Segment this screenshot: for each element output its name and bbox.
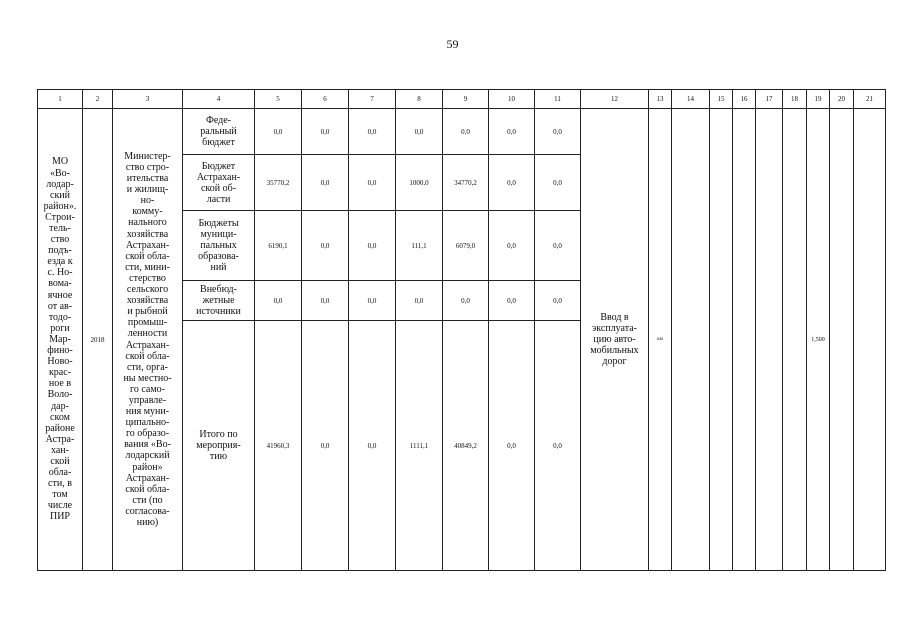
header-cell: 3: [113, 90, 183, 109]
header-cell: 13: [649, 90, 672, 109]
empty-cell: [854, 109, 886, 571]
value-cell: 0,0: [489, 321, 535, 571]
header-cell: 18: [783, 90, 807, 109]
value-cell: 0,0: [255, 109, 302, 155]
header-cell: 7: [349, 90, 396, 109]
header-cell: 11: [535, 90, 581, 109]
value-cell: 0,0: [489, 109, 535, 155]
funding-source-total: Итого по мероприя- тию: [183, 321, 255, 571]
header-row: [38, 90, 886, 109]
value-cell: 34770,2: [443, 155, 489, 211]
funding-source: Феде- ральный бюджет: [183, 109, 255, 155]
value-cell: 0,0: [489, 281, 535, 321]
unit-cell: км: [649, 109, 672, 571]
value-cell: 6190,1: [255, 211, 302, 281]
value-cell: 0,0: [302, 321, 349, 571]
empty-cell: [710, 109, 733, 571]
value-cell: 0,0: [535, 281, 581, 321]
project-name: МО «Во- лодар- ский район». Строи- тель- ство подъ- езда к с. Но- вома- ячное от ав- тодо- роги Мар- фино- Ново- крас- ное в Воло- дар- ском районе Астра- хан- ской обла- сти, в том числе ПИР: [38, 109, 83, 571]
value-cell: 0,0: [349, 155, 396, 211]
empty-cell: [783, 109, 807, 571]
page-number: 59: [446, 37, 459, 51]
value-cell: 0,0: [535, 155, 581, 211]
funding-source: Бюджеты муници- пальных образова- ний: [183, 211, 255, 281]
value-cell: 0,0: [349, 109, 396, 155]
indicator-value: 1,500: [807, 109, 830, 571]
header-cell: 14: [672, 90, 710, 109]
value-cell: 0,0: [535, 321, 581, 571]
program-table: [37, 89, 886, 571]
project-year: 2018: [83, 109, 113, 571]
executor-text: Министер- ство стро- ительства и жилищ- но- комму- нального хозяйства Астрахан- ской обла- сти, мини- стерство сельского хозяйства и рыбной промыш- ленности Астрахан- ской обла- сти, орга- ны местно- го само- управле- ния муни- ципально- го образо- вания «Во- лодарский район» Астрахан- ской обла- сти (по согласова- нию): [113, 109, 183, 571]
value-cell: 1111,1: [396, 321, 443, 571]
value-cell: 0,0: [443, 281, 489, 321]
value-cell: 0,0: [535, 109, 581, 155]
header-cell: 12: [581, 90, 649, 109]
header-cell: 10: [489, 90, 535, 109]
expected-result: Ввод в эксплуата- цию авто- мобильных дорог: [581, 109, 649, 571]
value-cell: 0,0: [396, 109, 443, 155]
value-cell: 0,0: [443, 109, 489, 155]
value-cell: 0,0: [302, 211, 349, 281]
header-cell: 4: [183, 90, 255, 109]
header-cell: 5: [255, 90, 302, 109]
funding-source: Бюджет Астрахан- ской об- ласти: [183, 155, 255, 211]
value-cell: 0,0: [302, 155, 349, 211]
value-cell: 41960,3: [255, 321, 302, 571]
empty-cell: [830, 109, 854, 571]
value-cell: 35770,2: [255, 155, 302, 211]
value-cell: 0,0: [302, 281, 349, 321]
value-cell: 0,0: [302, 109, 349, 155]
value-cell: 0,0: [255, 281, 302, 321]
header-cell: 20: [830, 90, 854, 109]
value-cell: 0,0: [489, 155, 535, 211]
header-cell: 9: [443, 90, 489, 109]
value-cell: 1000,0: [396, 155, 443, 211]
header-cell: 8: [396, 90, 443, 109]
value-cell: 0,0: [349, 211, 396, 281]
funding-source: Внебюд- жетные источники: [183, 281, 255, 321]
value-cell: 6079,0: [443, 211, 489, 281]
header-cell: 19: [807, 90, 830, 109]
header-cell: 15: [710, 90, 733, 109]
table-row: [38, 109, 886, 155]
header-cell: 21: [854, 90, 886, 109]
header-cell: 6: [302, 90, 349, 109]
value-cell: 0,0: [489, 211, 535, 281]
empty-cell: [672, 109, 710, 571]
header-cell: 17: [756, 90, 783, 109]
value-cell: 40849,2: [443, 321, 489, 571]
empty-cell: [756, 109, 783, 571]
value-cell: 0,0: [349, 321, 396, 571]
value-cell: 111,1: [396, 211, 443, 281]
header-cell: 2: [83, 90, 113, 109]
header-cell: 1: [38, 90, 83, 109]
value-cell: 0,0: [535, 211, 581, 281]
header-cell: 16: [733, 90, 756, 109]
empty-cell: [733, 109, 756, 571]
value-cell: 0,0: [349, 281, 396, 321]
value-cell: 0,0: [396, 281, 443, 321]
